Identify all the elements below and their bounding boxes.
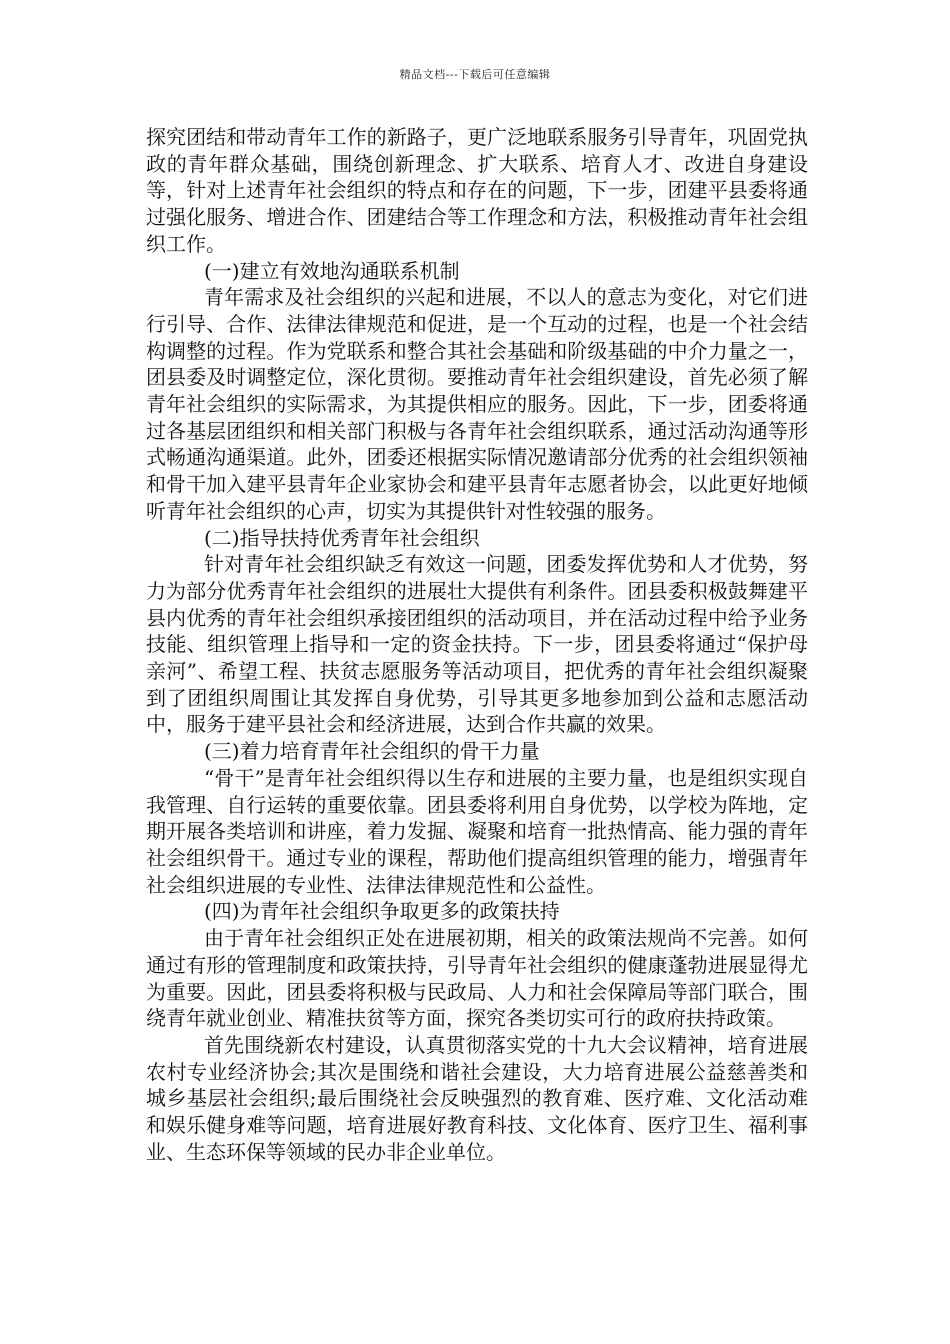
section-heading-2: (二)指导扶持优秀青年社会组织 (204, 525, 480, 550)
section-heading-4: (四)为青年社会组织争取更多的政策扶持 (204, 899, 560, 924)
section-heading-1: (一)建立有效地沟通联系机制 (204, 258, 460, 283)
section-2-paragraph: 针对青年社会组织缺乏有效这一问题，团委发挥优势和人才优势，努力为部分优秀青年社会组织的进展壮大提供有利条件。团县委积极鼓舞建平县内优秀的青年社会组织承接团组织的活动项目，并在活动过程中给予业务技能、组织管理上指导和一定的资金扶持。下一步，团县委将通过“保护母亲河”、希望工程、扶贫志愿服务等活动项目，把优秀的青年社会组织凝聚到了团组织周围让其发挥自身优势，引导其更多地参加到公益和志愿活动中，服务于建平县社会和经济进展，达到合作共赢的效果。 (146, 552, 808, 737)
section-heading-3: (三)着力培育青年社会组织的骨干力量 (204, 739, 540, 764)
section-4-paragraph: 由于青年社会组织正处在进展初期，相关的政策法规尚不完善。如何通过有形的管理制度和政策扶持，引导青年社会组织的健康蓬勃进展显得尤为重要。因此，团县委将积极与民政局、人力和社会保障局等部门联合，围绕青年就业创业、精准扶贫等方面，探究各类切实可行的政府扶持政策。 (146, 926, 808, 1031)
page-header: 精品文档---下载后可任意编辑 (399, 68, 551, 81)
section-3-paragraph: “骨干”是青年社会组织得以生存和进展的主要力量，也是组织实现自我管理、自行运转的重要依靠。团县委将利用自身优势，以学校为阵地，定期开展各类培训和讲座，着力发掘、凝聚和培育一批热情高、能力强的青年社会组织骨干。通过专业的课程，帮助他们提高组织管理的能力，增强青年社会组织进展的专业性、法律法律规范性和公益性。 (146, 765, 808, 897)
document-body (146, 124, 808, 1165)
intro-paragraph: 探究团结和带动青年工作的新路子，更广泛地联系服务引导青年，巩固党执政的青年群众基础，围绕创新理念、扩大联系、培育人才、改进自身建设等，针对上述青年社会组织的特点和存在的问题，下一步，团建平县委将通过强化服务、增进合作、团建结合等工作理念和方法，积极推动青年社会组织工作。 (146, 125, 808, 256)
section-4-paragraph-2: 首先围绕新农村建设，认真贯彻落实党的十九大会议精神，培育进展农村专业经济协会;其次是围绕和谐社会建设，大力培育进展公益慈善类和城乡基层社会组织;最后围绕社会反映强烈的教育难、医疗难、文化活动难和娱乐健身难等问题，培育进展好教育科技、文化体育、医疗卫生、福利事业、生态环保等领域的民办非企业单位。 (146, 1032, 808, 1164)
section-1-paragraph: 青年需求及社会组织的兴起和进展，不以人的意志为变化，对它们进行引导、合作、法律法律规范和促进，是一个互动的过程，也是一个社会结构调整的过程。作为党联系和整合其社会基础和阶级基础的中介力量之一，团县委及时调整定位，深化贯彻。要推动青年社会组织建设，首先必须了解青年社会组织的实际需求，为其提供相应的服务。因此，下一步，团委将通过各基层团组织和相关部门积极与各青年社会组织联系，通过活动沟通等形式畅通沟通渠道。此外，团委还根据实际情况邀请部分优秀的社会组织领袖和骨干加入建平县青年企业家协会和建平县青年志愿者协会，以此更好地倾听青年社会组织的心声，切实为其提供针对性较强的服务。 (146, 285, 808, 523)
